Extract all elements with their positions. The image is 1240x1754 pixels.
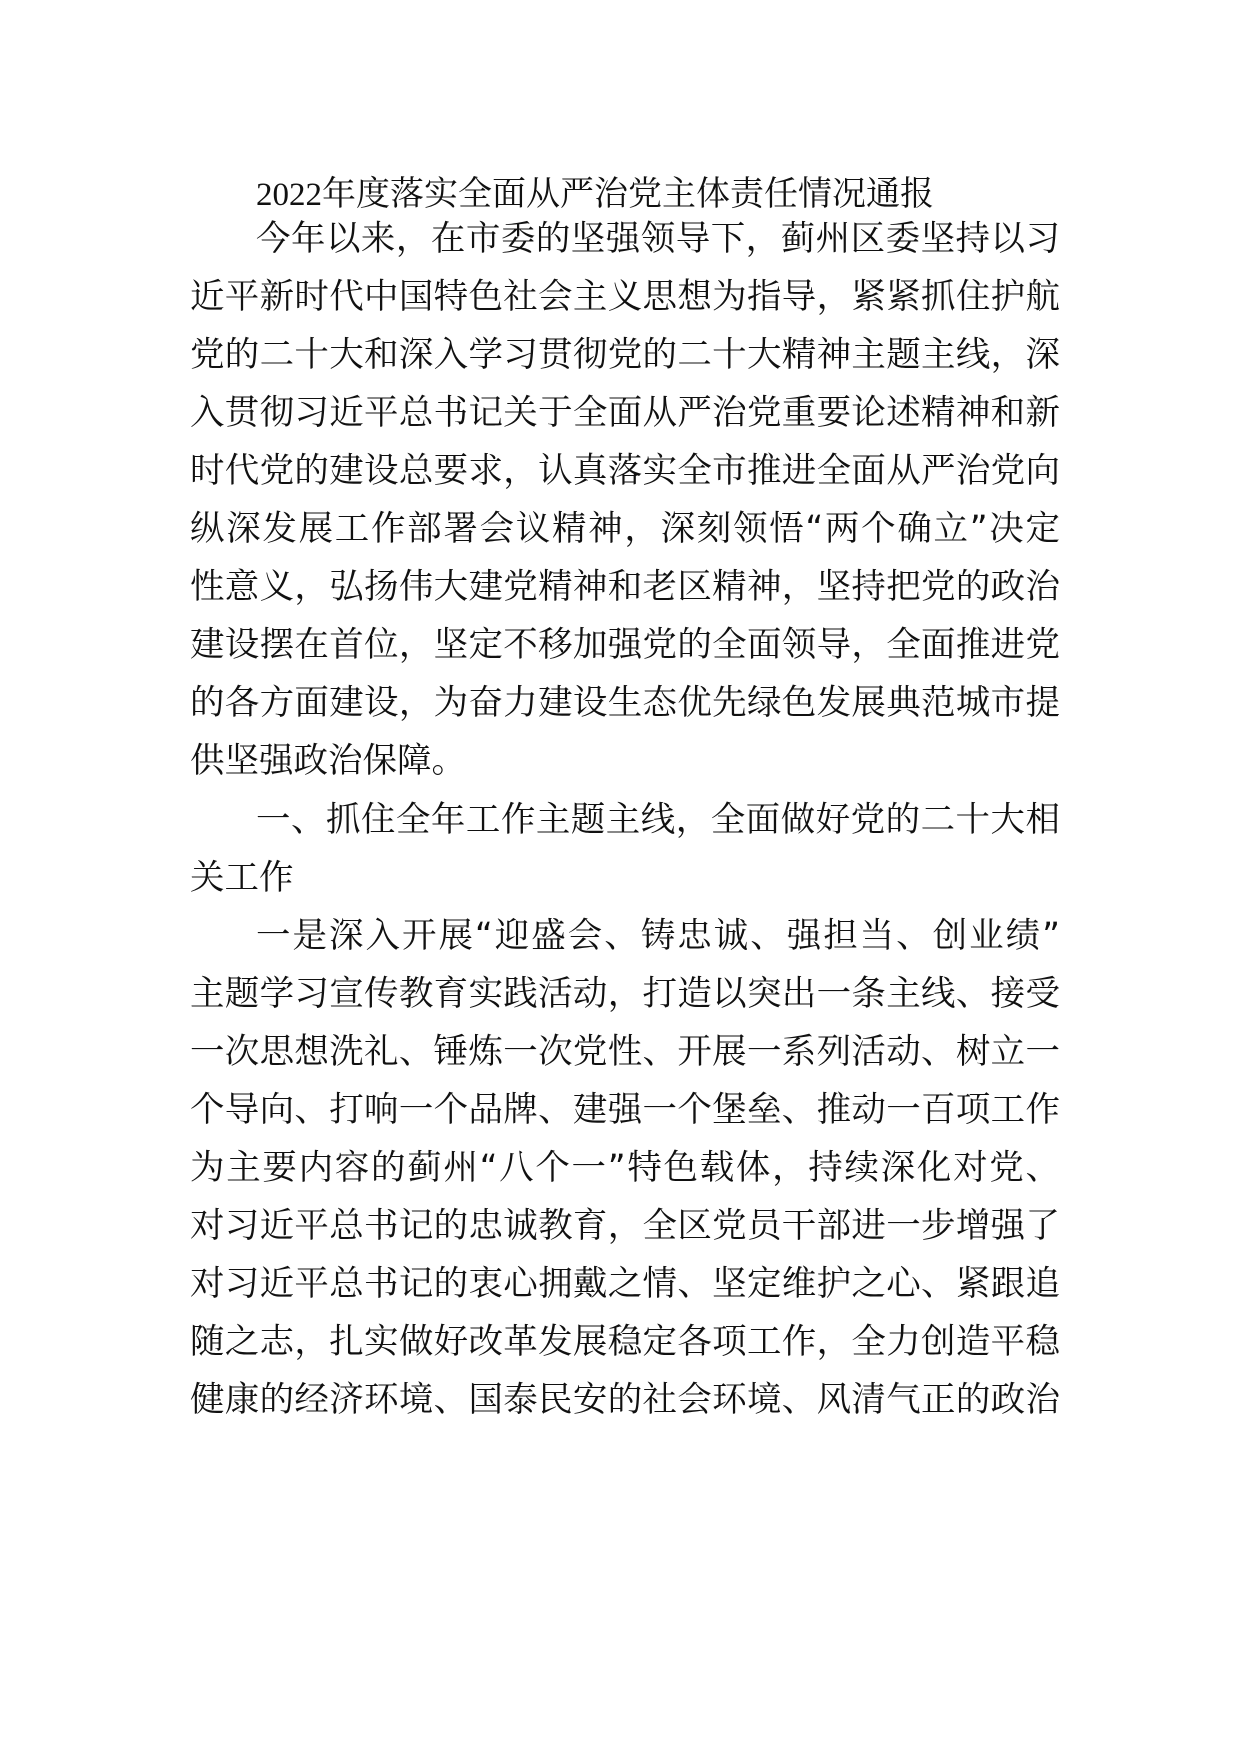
paragraph-line: 性意义，弘扬伟大建党精神和老区精神，坚持把党的政治: [190, 567, 1060, 607]
paragraph-line: 为主要内容的蓟州“八个一”特色载体，持续深化对党、: [190, 1148, 1060, 1188]
title-text: 年度落实全面从严治党主体责任情况通报: [322, 174, 934, 214]
paragraph-line: 一次思想洗礼、锤炼一次党性、开展一系列活动、树立一: [190, 1032, 1060, 1072]
section-heading-line: 关工作: [190, 858, 294, 898]
document-title: [256, 171, 934, 217]
paragraph-line: 随之志，扎实做好改革发展稳定各项工作，全力创造平稳: [190, 1322, 1060, 1362]
paragraph-line: 一是深入开展“迎盛会、铸忠诚、强担当、创业绩”: [256, 916, 1060, 956]
paragraph-line: 的各方面建设，为奋力建设生态优先绿色发展典范城市提: [190, 683, 1060, 723]
paragraph-line: 入贯彻习近平总书记关于全面从严治党重要论述精神和新: [190, 393, 1060, 433]
paragraph-line: 供坚强政治保障。: [190, 741, 466, 781]
paragraph-line: 时代党的建设总要求，认真落实全市推进全面从严治党向: [190, 451, 1060, 491]
paragraph-line: 个导向、打响一个品牌、建强一个堡垒、推动一百项工作: [190, 1090, 1060, 1130]
section-heading-line: 一、抓住全年工作主题主线，全面做好党的二十大相: [256, 800, 1060, 840]
paragraph-line: 对习近平总书记的忠诚教育，全区党员干部进一步增强了: [190, 1206, 1060, 1246]
paragraph-line: 对习近平总书记的衷心拥戴之情、坚定维护之心、紧跟追: [190, 1264, 1060, 1304]
title-year: 2022: [256, 177, 322, 213]
paragraph-line: 纵深发展工作部署会议精神，深刻领悟“两个确立”决定: [190, 509, 1060, 549]
paragraph-line: 健康的经济环境、国泰民安的社会环境、风清气正的政治: [190, 1380, 1060, 1420]
paragraph-line: 今年以来，在市委的坚强领导下，蓟州区委坚持以习: [256, 219, 1060, 259]
paragraph-line: 近平新时代中国特色社会主义思想为指导，紧紧抓住护航: [190, 277, 1060, 317]
paragraph-line: 建设摆在首位，坚定不移加强党的全面领导，全面推进党: [190, 625, 1060, 665]
paragraph-line: 主题学习宣传教育实践活动，打造以突出一条主线、接受: [190, 974, 1060, 1014]
paragraph-line: 党的二十大和深入学习贯彻党的二十大精神主题主线，深: [190, 335, 1060, 375]
